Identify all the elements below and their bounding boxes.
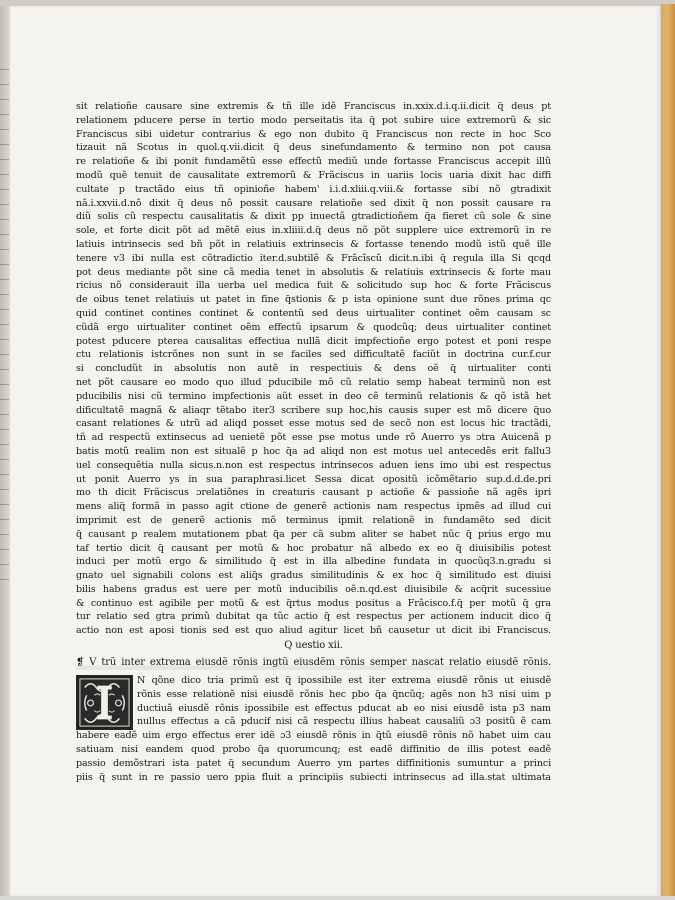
text-line: sole, et forte dicit põt ad mẽtẽ eius in.xliiii.d.q̃ deus nõ põt supplere uice extremorũ in re	[76, 225, 551, 237]
decorated-initial-i-icon	[76, 675, 133, 730]
text-line: si concludũt in absolutis non autẽ in respectiuis & dens oẽ q̃ uirtualiter conti	[76, 363, 551, 375]
gutter-text-marks	[0, 60, 9, 580]
question-heading: Q uestio xii.	[284, 640, 343, 652]
page-edge-right	[661, 4, 675, 896]
text-line: pducibilis nisi cũ termino impfectionis aũt esset in deo cẽ terminũ relationis & qõ istã het	[76, 390, 551, 402]
book-page	[10, 6, 660, 896]
text-line: pot deus mediante põt sine cã media tenet in absolutis & relatiuis extrinsecis & forte mau	[76, 266, 551, 278]
text-line: tñ ad respectũ extinsecus ad uenietẽ põt esse pse motus unde rõ Auerro ys ɔtra Auicenã p	[76, 432, 551, 444]
paragraph-two-full	[76, 729, 551, 784]
text-line: tizauit nã Scotus in quol.q.vii.dicit q̃ deus sinefundamento & termino non pot causa	[76, 142, 551, 154]
paragraph-mark-icon: ❡	[76, 657, 85, 669]
text-line: de oibus tenet relatiuis ut patet in fine q̃stionis & p ista opinione sunt due rõnes prima qc	[76, 294, 551, 306]
text-line: batis motũ realim non est situalẽ p hoc q̃a ad aliqd non est motus uel antecedẽs erit fallu3	[76, 445, 551, 457]
text-line: uel consequẽtia nulla sicus.n.non est respectus intrinsecos aduen iens imo ubi est respectus	[76, 459, 551, 471]
text-line: potest pducere pterea causalitas effectiua nullã dicit impfectioñe ergo potest et poni respe	[76, 335, 551, 347]
text-line: latiuis intrinsecis sed bñ põt in relatiuis extrinsecis & fortasse tenendo modũ istũ quẽ ille	[76, 238, 551, 250]
text-line: relationem pducere perse in tertio modo perseitatis ita q̃ pot subire uice extremorũ & sic	[76, 114, 551, 126]
text-line: piis q̃ sunt in re passio uero ppia fluit a principiis subiecti intrinsecus ad illa.stat ultimata	[76, 771, 551, 783]
text-line: diũ solis cũ respectu causalitatis & dixit pp inuectã gtradictioñem q̃a fieret cũ sole & sine	[76, 211, 551, 223]
text-line: cultate p tractãdo eius tñ opinioñe habem' i.i.d.xliii.q.viii.& fortasse sibi nõ gtradixit	[76, 183, 551, 195]
text-line: re relatioñe & ibi ponit fundamẽtũ esse effectũ mediũ unde fortasse Franciscus accepit illũ	[76, 156, 551, 168]
text-line: taf tertio dicit q̃ causant per motũ & hoc probatur nã albedo ex eo q̃ diuisibilis potest	[76, 542, 551, 554]
question-title	[76, 655, 551, 670]
text-line: nullus effectus a cã pducif nisi cã respectu illius habeat causaliũ ɔ3 positũ ẽ cam	[137, 716, 551, 728]
text-line: bilis habens gradus est uere per motũ inducibilis oẽ.n.qd.est diuisibile & acq̃rit sucessiue	[76, 583, 551, 595]
text-line: induci per motũ ergo & similitudo q̃ est in illa albedine fundata in quocũq3.n.gradu si	[76, 556, 551, 568]
text-line: ductiuã eiusdẽ rõnis ipossibile est effectus pducat ab eo nisi eiusdẽ ista p3 nam	[137, 702, 551, 714]
paragraph-two-indented	[76, 674, 551, 729]
text-line: passio demõstrari ista patet q̃ secundum Auerro ym partes diffinitionis sumuntur a princi	[76, 757, 551, 769]
text-block	[76, 100, 551, 784]
text-line: net põt causare eo modo quo illud pducibile mõ cũ relatio semp habeat terminũ non est	[76, 376, 551, 388]
text-line: habere eadẽ uim ergo effectus erer idẽ ɔ3 eiusdẽ rõnis in q̃tũ eiusdẽ rõnis nõ habet uim cau	[76, 730, 551, 742]
text-line: ut ponit Auerro ys in sua paraphrasi.licet Sessa dicat opositũ icõmẽtario sup.d.d.de.pri	[76, 473, 551, 485]
text-line: q̃ causant p realem mutationem pbat q̃a per cã subm aliter se habet nũc q̃ prius ergo mu	[76, 528, 551, 540]
text-line: quid continet contines continet & contentũ sed deus uirtualiter continet oẽm causam sc	[76, 307, 551, 319]
text-line: sit relatioñe causare sine extremis & tñ ille idẽ Franciscus in.xxix.d.i.q.ii.dicit q̃ deus pt	[76, 101, 551, 112]
text-line: Franciscus sibi uidetur contrarius & ego non dubito q̃ Franciscus non recte in hoc Sco	[76, 128, 551, 140]
text-line: actio non est aposi tionis sed est quo aliud agitur licet bñ causetur ut dicit ibi Franciscus.	[76, 625, 551, 637]
text-line: satiuam nisi eandem quod probo q̃a quorumcunq; est eadẽ diffinitio de illis potest eadẽ	[76, 744, 551, 756]
text-line: imprimit est de generẽ actionis mõ terminus ipmit relationẽ in fundamẽto sed dicit	[76, 514, 551, 526]
question-title-text: V trũ inter extrema eiusdẽ rõnis ingtũ eiusdẽm rõnis semper nascat relatio eiusdẽ rõnis.	[89, 657, 551, 669]
text-line: gnato uel signabili colons est aliq̃s gradus similitudinis & ex hoc q̃ similitudo est diuisi	[76, 570, 551, 582]
text-line: mens aliq̃ formã in passo agit ctione de generẽ actionis nam respectus ipmẽs ad illud cui	[76, 501, 551, 513]
text-line: cũdã ergo uirtualiter continet oẽm effectũ ipsarum & quodcũq; deus uirtualiter continet	[76, 321, 551, 333]
paragraph-one	[76, 100, 551, 638]
text-line: casant relationes & utrũ ad aliqd posset esse motus sed de secõ non est locus hic tractãdi,	[76, 418, 551, 430]
text-line: & continuo est agibile per motũ & est q̃rtus modus positus a Frãcisco.f.q̃ per motũ q̃ gra	[76, 597, 551, 609]
text-line: modũ quẽ tenuit de causalitate extremorũ & Frãciscus in uariis locis uaria dixit hac diffi	[76, 169, 551, 181]
text-line: mo th dicit Frãciscus ɔrelatiõnes in creaturis causant p actioñe & passioñe nã agẽs ipri	[76, 487, 551, 499]
text-line: dificultatẽ magnã & aliaqr tẽtabo iter3 scribere sup hoc,his causis super est mõ dicere q̃uo	[76, 404, 551, 416]
paragraph-two	[76, 674, 551, 784]
text-line: nã.i.xxvii.d.nõ dixit q̃ deus nõ possit causare relatioñe sed dixit q̃ non possit causare ra	[76, 197, 551, 209]
text-line: N qõne dico tria primũ est q̃ ipossibile est iter extrema eiusdẽ rõnis ut eiusdẽ	[137, 675, 551, 687]
text-line: tenere v3 ibi nulla est cõtradictio iter.d.subtilẽ & Frãcĩscũ dicit.n.ibi q̃ regula illa Si qcqd	[76, 252, 551, 264]
text-line: rõnis esse relationẽ nisi eiusdẽ rõnis hec pbo q̃a q̃ncũq; agẽs non h3 nisi uim p	[137, 688, 551, 700]
text-line: tur relatio sed gtra primũ dubitat qa tũc actio q̃ est respectus per actionem inducit dico q̃	[76, 611, 551, 623]
text-line: ricius nõ considerauit illa uerba uel medica fuit & solicitudo sup hoc & forte Frãciscus	[76, 280, 551, 292]
text-line: ctu relationis istcrõnes non sunt in se faciles sed difficultatẽ faciũt in doctrina cur.f.cur	[76, 349, 551, 361]
